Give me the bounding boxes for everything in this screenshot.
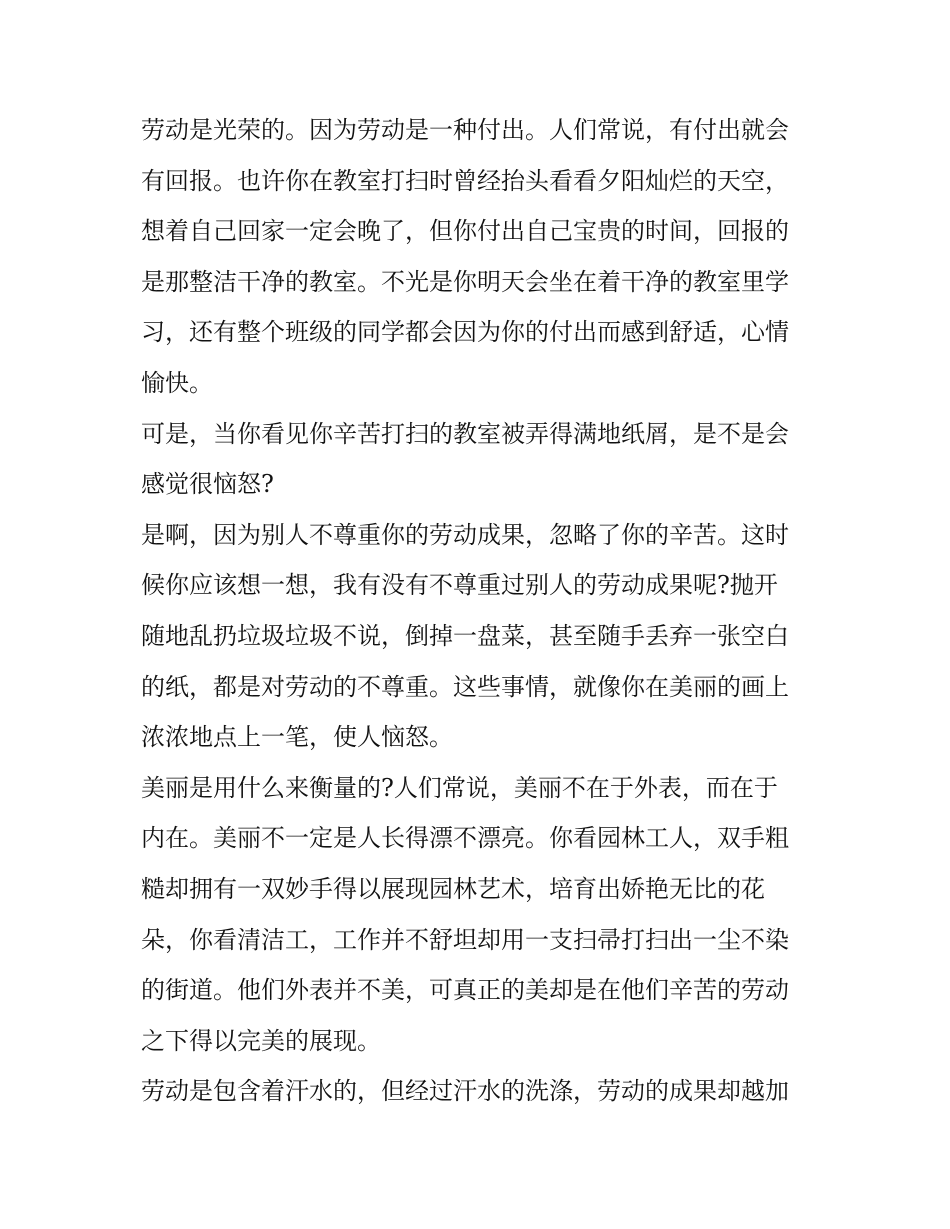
text-line: 劳动是包含着汗水的，但经过汗水的洗涤，劳动的成果却越加 [141,1077,789,1106]
text-line: 是那整洁干净的教室。不光是你明天会坐在着干净的教室里学 [141,267,789,296]
text-line: 劳动是光荣的。因为劳动是一种付出。人们常说，有付出就会 [141,116,789,144]
text-line: 随地乱扔垃圾垃圾不说，倒掉一盘菜，甚至随手丢弃一张空白 [141,621,789,650]
text-line: 浓浓地点上一笔，使人恼怒。 [141,723,453,752]
text-line: 糙却拥有一双妙手得以展现园林艺术，培育出娇艳无比的花 [141,874,765,903]
text-line: 愉快。 [141,368,213,397]
text-line: 候你应该想一想，我有没有不尊重过别人的劳动成果呢?抛开 [141,571,778,600]
text-line: 感觉很恼怒? [141,470,274,499]
text-line: 有回报。也许你在教室打扫时曾经抬头看看夕阳灿烂的天空， [141,166,789,195]
body-text [141,105,813,1117]
text-line: 朵，你看清洁工，工作并不舒坦却用一支扫帚打扫出一尘不染 [141,925,789,954]
text-line: 美丽是用什么来衡量的?人们常说，美丽不在于外表，而在于 [141,773,778,802]
text-line: 的纸，都是对劳动的不尊重。这些事情，就像你在美丽的画上 [141,672,789,701]
text-line: 内在。美丽不一定是人长得漂不漂亮。你看园林工人，双手粗 [141,824,789,853]
text-line: 之下得以完美的展现。 [141,1026,381,1055]
text-line: 习，还有整个班级的同学都会因为你的付出而感到舒适，心情 [141,318,789,347]
text-line: 想着自己回家一定会晚了，但你付出自己宝贵的时间，回报的 [141,217,789,246]
text-line: 的街道。他们外表并不美，可真正的美却是在他们辛苦的劳动 [141,976,789,1005]
text-line: 可是，当你看见你辛苦打扫的教室被弄得满地纸屑，是不是会 [141,419,789,448]
text-line: 是啊，因为别人不尊重你的劳动成果，忽略了你的辛苦。这时 [141,520,789,549]
